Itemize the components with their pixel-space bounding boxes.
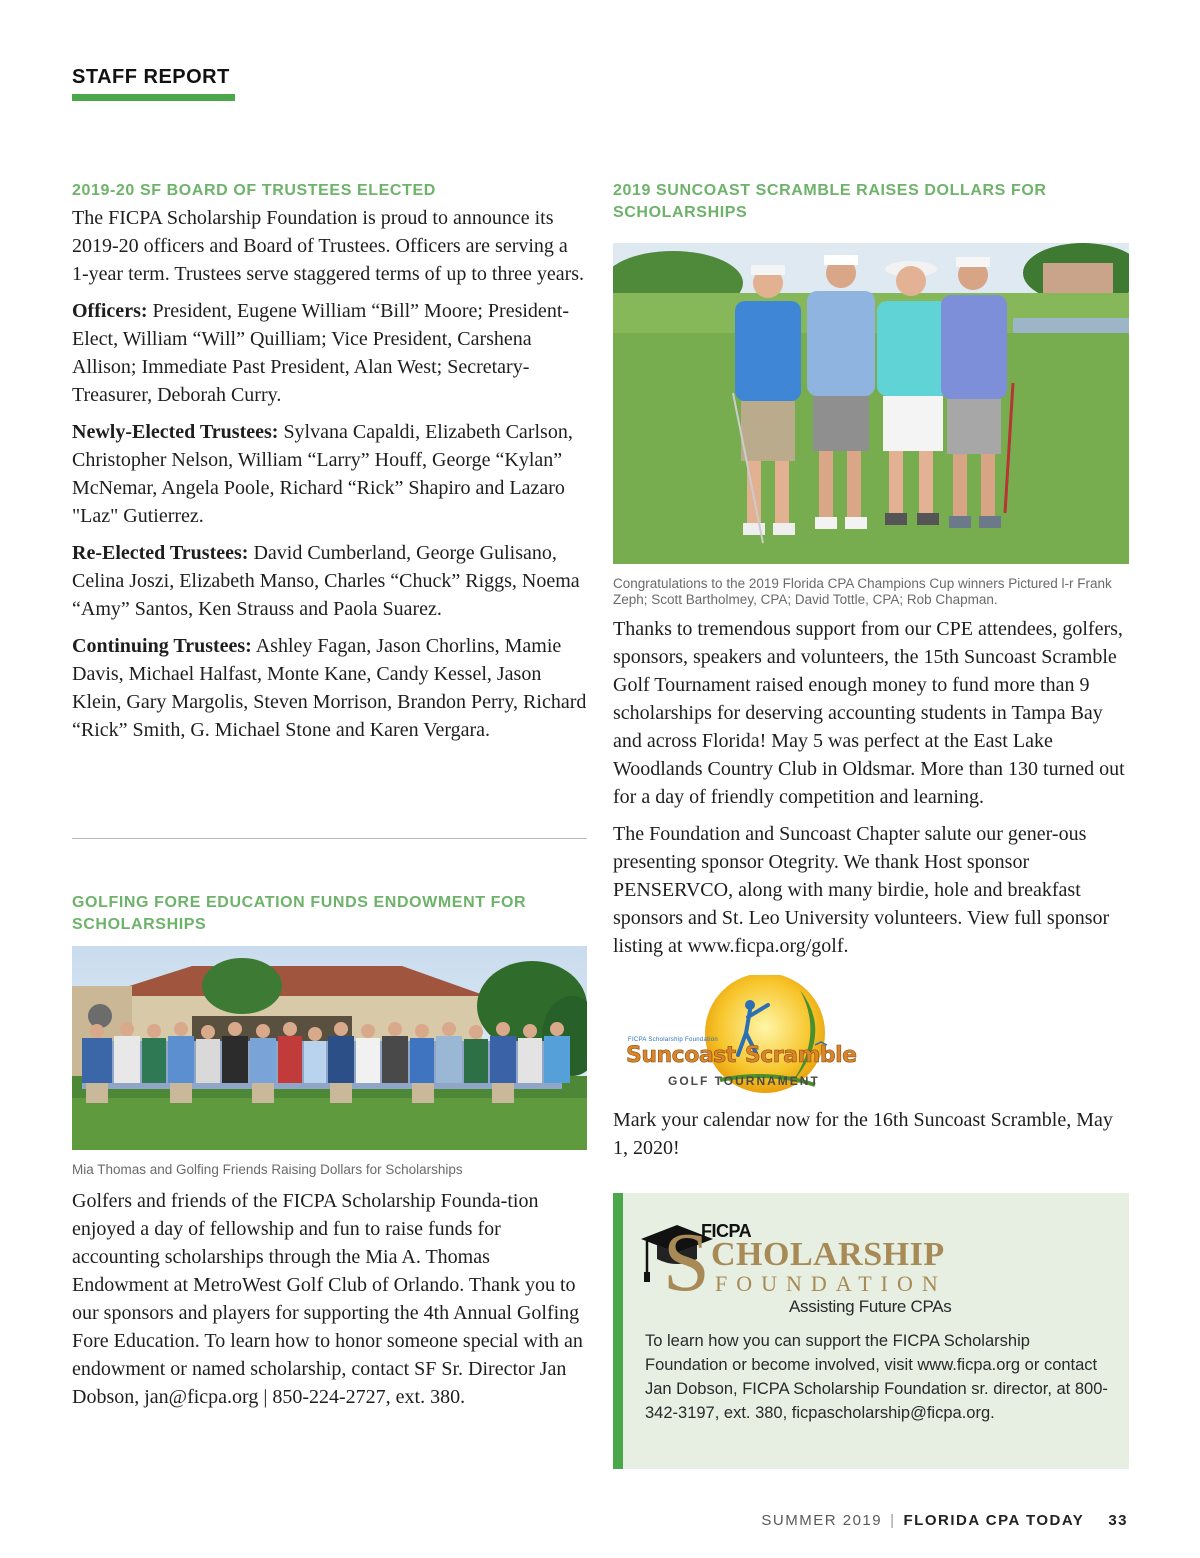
reelected-paragraph — [72, 539, 587, 623]
footer-magazine-name: FLORIDA CPA TODAY — [903, 1512, 1085, 1529]
scholarship-foundation-sidebar — [613, 1193, 1129, 1469]
closing-wrap — [613, 1106, 1129, 1162]
group-photo-caption: Mia Thomas and Golfing Friends Raising Dollars for Scholarships — [72, 1162, 463, 1177]
logo-ficpa-text: FICPA — [701, 1221, 752, 1241]
article-golfing-fore-education — [72, 892, 552, 936]
logo-foundation: FOUNDATION — [715, 1271, 947, 1296]
logo-word-scramble: Scramble — [744, 1043, 857, 1068]
reelected-text: David Cumberland, George Gulisano, Celina Joszi, Elizabeth Manso, Charles “Chuck” Riggs, Noema “Amy” Santos, Ken Strauss and Paola Suarez. — [72, 542, 580, 620]
article-suncoast-scramble — [613, 180, 1083, 224]
suncoast-paragraph-1: Thanks to tremendous support from our CPE attendees, golfers, sponsors, speakers and volunteers, the 15th Suncoast Scramble Golf Tournament raised enough money to fund more than 9 scholarships for deserving accounting students in Tampa Bay and across Florida! May 5 was perfect at the East Lake Woodlands Country Club in Oldsmar. More than 130 turned out for a day of friendly competition and learning. — [613, 618, 1125, 808]
golfing-fore-body: Golfers and friends of the FICPA Scholarship Founda-tion enjoyed a day of fellowship and fun to raise funds for accounting scholarships through the Mia A. Thomas Endowment at MetroWest Golf Club of Orlando. Thank you to our sponsors and players for supporting the 4th Annual Golfing Fore Education. To learn how to honor someone special with an endowment or named scholarship, contact SF Sr. Director Jan Dobson, jan@ficpa.org | 850-224-2727, ext. 380. — [72, 1190, 583, 1408]
footer-issue: SUMMER 2019 — [761, 1512, 883, 1529]
suncoast-body-wrap — [613, 615, 1129, 960]
officers-paragraph — [72, 297, 587, 409]
champions-photo-caption: Congratulations to the 2019 Florida CPA Champions Cup winners Pictured l-r Frank Zeph; Scott Bartholmey, CPA; David Tottle, CPA; Rob Chapman. — [613, 576, 1112, 607]
continuing-text: Ashley Fagan, Jason Chorlins, Mamie Davis, Michael Halfast, Monte Kane, Candy Kessel, Jason Klein, Gary Margolis, Steven Morrison, Brandon Perry, Richard “Rick” Smith, G. Michael Stone and Karen Vergara. — [72, 635, 587, 741]
logo-word-suncoast: Suncoast — [626, 1043, 736, 1068]
group-photo-caption-wrap — [72, 1162, 587, 1178]
suncoast-paragraph-2: The Foundation and Suncoast Chapter salute our gener-ous presenting sponsor Otegrity. We thank Host sponsor PENSERVCO, along with many birdie, hole and breakfast sponsors and St. Leo University volunteers. View full sponsor listing at www.ficpa.org/golf. — [613, 823, 1110, 957]
logo-tagline: Assisting Future CPAs — [789, 1297, 952, 1316]
newly-elected-paragraph — [72, 418, 587, 530]
section-label: STAFF REPORT — [72, 66, 230, 88]
page-footer — [761, 1512, 1128, 1529]
reelected-label: Re-Elected Trustees: — [72, 542, 249, 564]
column-divider — [72, 838, 587, 839]
article-heading: GOLFING FORE EDUCATION FUNDS ENDOWMENT FOR SCHOLARSHIPS — [72, 894, 527, 933]
champions-caption-wrap — [613, 576, 1129, 608]
officers-text: President, Eugene William “Bill” Moore; President-Elect, William “Will” Quilliam; Vice President, Carshena Allison; Immediate Past President, Alan West; Secretary-Treasurer, Deborah Curry. — [72, 300, 570, 406]
logo-subtitle: GOLF TOURNAMENT — [668, 1074, 820, 1088]
logo-cholarship: CHOLARSHIP — [711, 1236, 945, 1273]
group-golfers-photo — [72, 946, 587, 1150]
suncoast-closing: Mark your calendar now for the 16th Suncoast Scramble, May 1, 2020! — [613, 1109, 1113, 1159]
section-underline — [72, 94, 235, 101]
article-heading: 2019 SUNCOAST SCRAMBLE RAISES DOLLARS FOR SCHOLARSHIPS — [613, 182, 1047, 221]
footer-separator: | — [890, 1512, 896, 1529]
logo-small-text: FICPA Scholarship Foundation — [628, 1037, 719, 1043]
logo-wordmark — [626, 1043, 857, 1068]
officers-label: Officers: — [72, 300, 148, 322]
newly-elected-label: Newly-Elected Trustees: — [72, 421, 279, 443]
continuing-paragraph — [72, 632, 587, 744]
article-heading: 2019-20 SF BOARD OF TRUSTEES ELECTED — [72, 182, 436, 199]
logo-big-s: S — [663, 1216, 710, 1309]
suncoast-scramble-logo — [620, 975, 890, 1095]
article-intro: The FICPA Scholarship Foundation is proud to announce its 2019-20 officers and Board of Trustees. Officers are serving a 1-year term. Trustees serve staggered terms of up to three years. — [72, 207, 585, 285]
article-board-of-trustees — [72, 180, 587, 753]
newly-elected-text: Sylvana Capaldi, Elizabeth Carlson, Christopher Nelson, William “Larry” Houff, George “Kylan” McNemar, Angela Poole, Richard “Rick” Shapiro and Lazaro "Laz" Gutierrez. — [72, 421, 573, 527]
golfing-fore-body-wrap — [72, 1187, 587, 1411]
page-number: 33 — [1108, 1512, 1128, 1529]
champions-cup-photo — [613, 243, 1129, 564]
sidebar-contact-text: To learn how you can support the FICPA Scholarship Foundation or become involved, visit www.ficpa.org or contact Jan Dobson, FICPA Scholarship Foundation sr. director, at 800-342-3197, ext. 380, ficpascholarship@ficpa.org. — [645, 1332, 1108, 1422]
continuing-label: Continuing Trustees: — [72, 635, 252, 657]
